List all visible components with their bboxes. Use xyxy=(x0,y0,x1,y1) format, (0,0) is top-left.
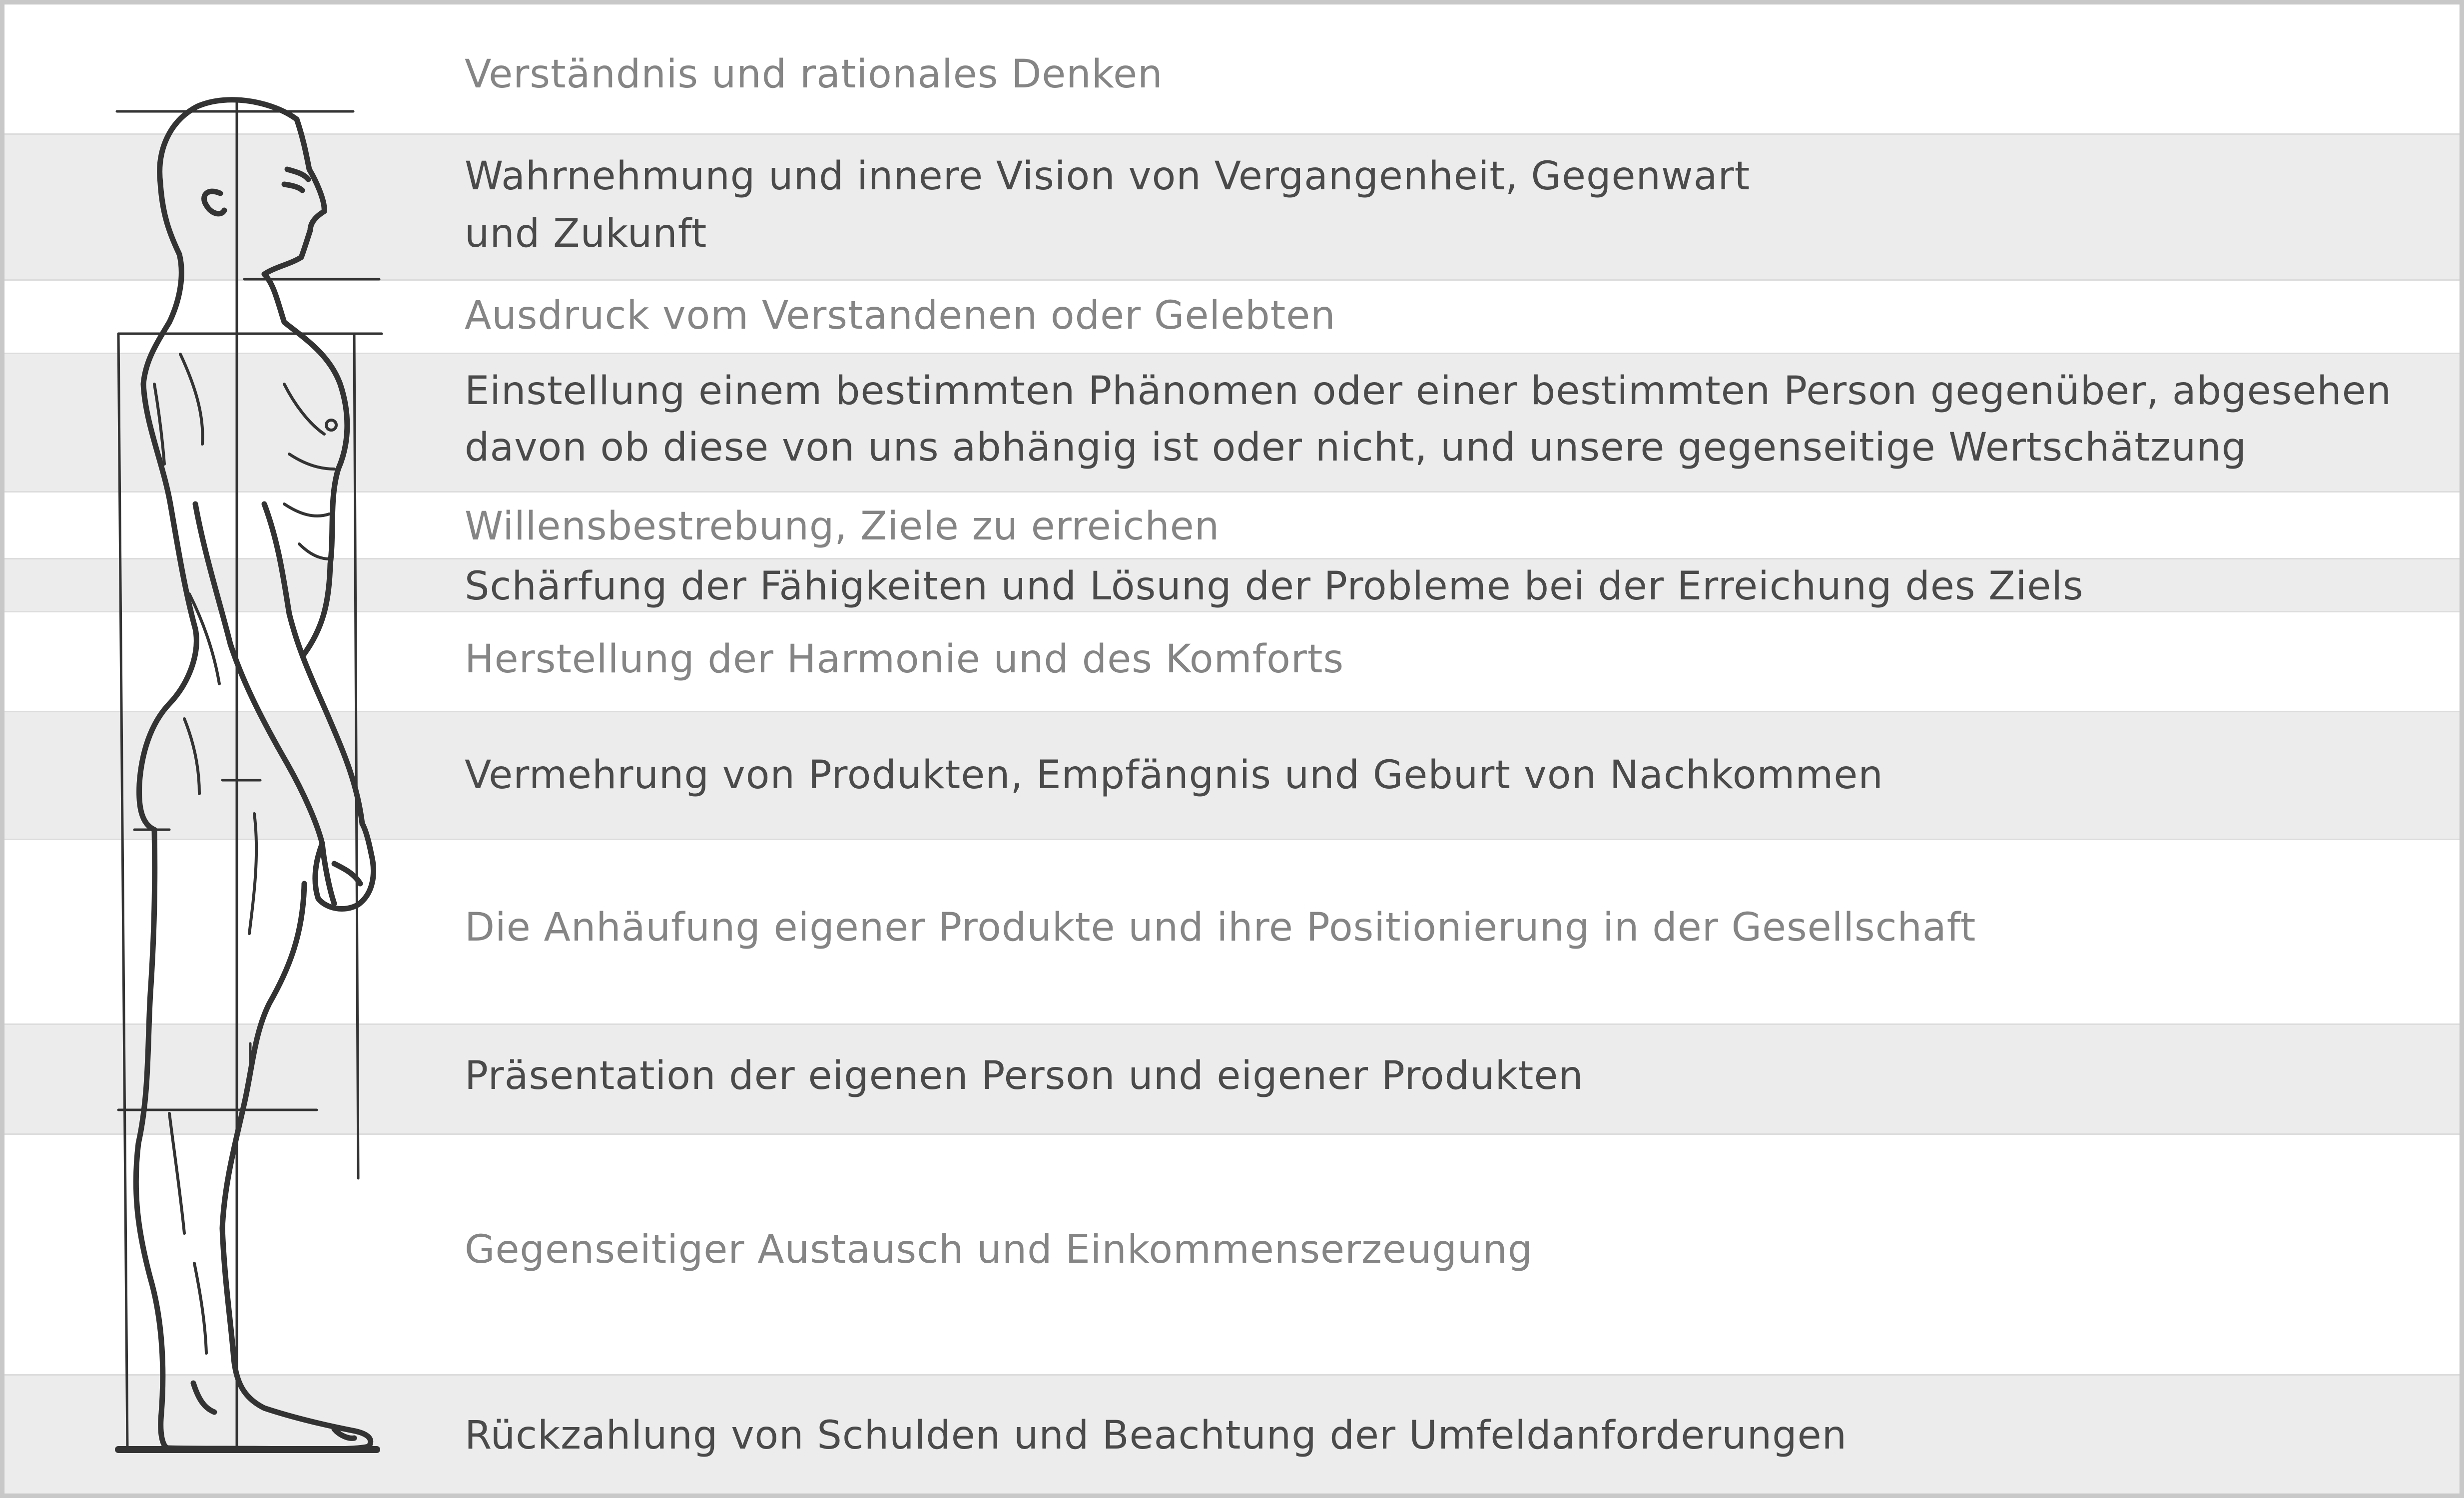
row-label-2-line-2: und Zukunft xyxy=(465,211,707,256)
row-label-3: Ausdruck vom Verstandenen oder Gelebten xyxy=(465,293,1336,338)
human-figure-side-view-icon xyxy=(4,4,2464,1498)
row-label-4-line-1: Einstellung einem bestimmten Phänomen oder einer bestimmten Person gegenüber, abgesehen xyxy=(465,369,2392,414)
row-label-5: Willensbestrebung, Ziele zu erreichen xyxy=(465,504,1220,549)
row-label-9: Die Anhäufung eigener Produkte und ihre Positionierung in der Gesellschaft xyxy=(465,905,1976,950)
row-label-7: Herstellung der Harmonie und des Komforts xyxy=(465,637,1344,682)
row-label-1: Verständnis und rationales Denken xyxy=(465,52,1163,97)
row-label-2-line-1: Wahrnehmung und innere Vision von Vergangenheit, Gegenwart xyxy=(465,154,1751,199)
row-label-4-line-2: davon ob diese von uns abhängig ist oder nicht, und unsere gegenseitige Wertschätzung xyxy=(465,425,2247,470)
row-label-12: Rückzahlung von Schulden und Beachtung der Umfeldanforderungen xyxy=(465,1413,1848,1458)
row-label-6: Schärfung der Fähigkeiten und Lösung der Probleme bei der Erreichung des Ziels xyxy=(465,564,2084,609)
row-label-10: Präsentation der eigenen Person und eigener Produkten xyxy=(465,1053,1584,1098)
row-label-11: Gegenseitiger Austausch und Einkommenserzeugung xyxy=(465,1227,1533,1272)
row-label-8: Vermehrung von Produkten, Empfängnis und Geburt von Nachkommen xyxy=(465,753,1883,798)
